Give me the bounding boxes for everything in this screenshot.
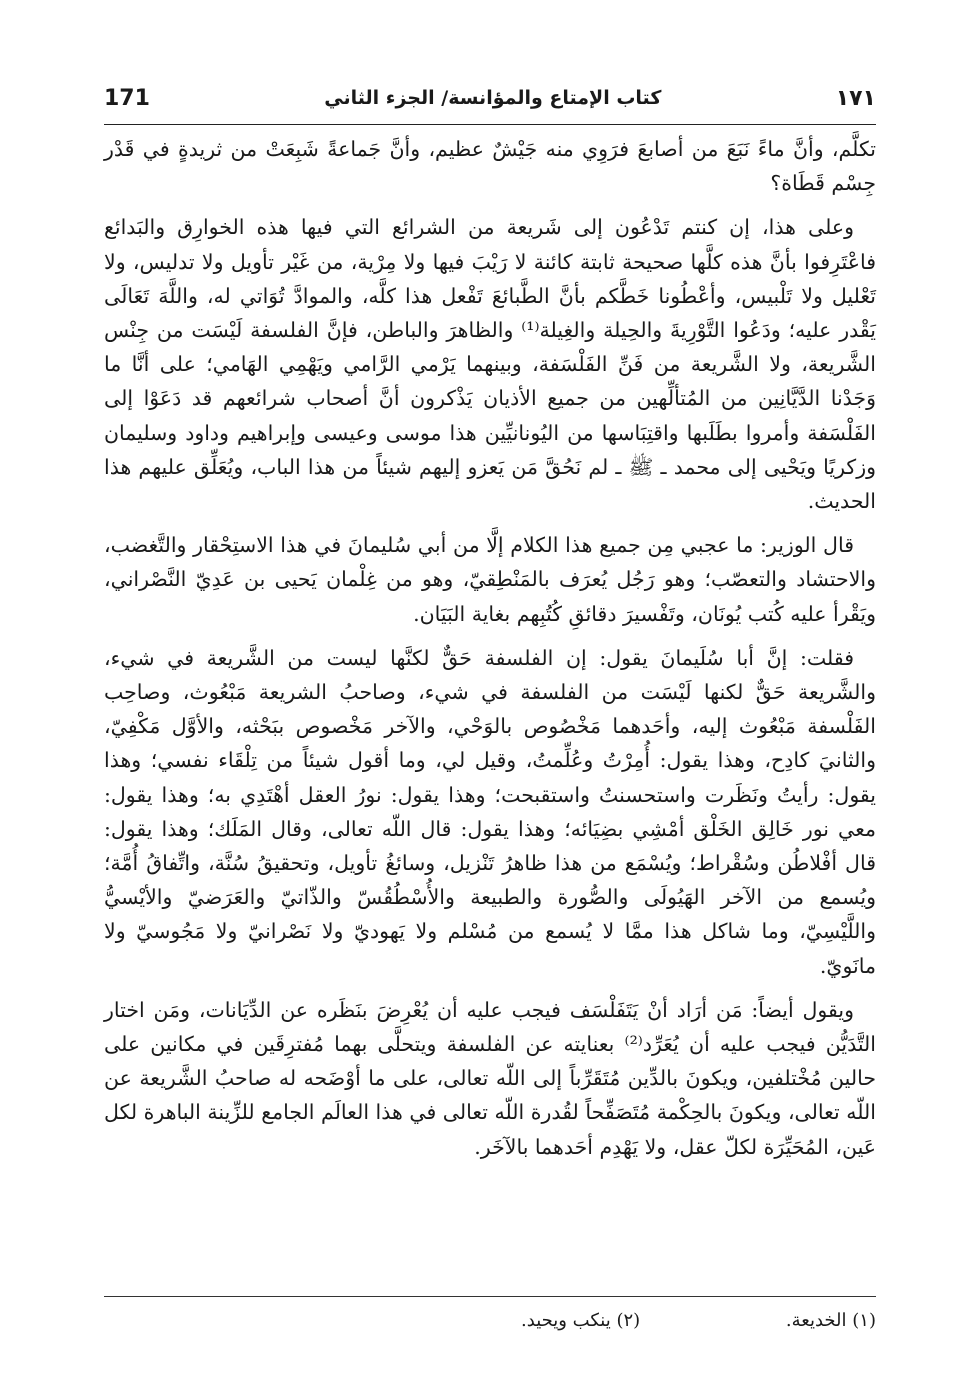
page-header <box>104 78 876 118</box>
page-number-western: 171 <box>104 85 150 111</box>
paragraph: قال الوزير: ما عجبي مِن جميع هذا الكلام إلَّا من أبي سُليمانَ في هذا الاستِحْقار والتَّغضب، والاحتشاد والتعصّب؛ وهو رَجُل يُعرَف بالمَنْطِقيّ، وهو من غِلْمان يَحيى بن عَدِيّ النَّصْراني، ويَقْرأ عليه كُتب يُونَان، وتَفْسيرَ دقائقِ كُتُبِهم بغاية البَيَان. <box>104 533 876 626</box>
footnote-2: (٢) ينكب ويحيد. <box>521 1310 641 1331</box>
paragraph: تكلَّم، وأنَّ ماءً نَبَعَ من أصابعَ فرَوِي منه جَيْشٌ عظيم، وأنَّ جَماعةً شَبِعَتْ من ثريدةٍ في قَدْر جِسْم قَطَاة؟ <box>104 137 876 196</box>
paragraph: فقلت: إنَّ أبا سُلَيمانَ يقول: إن الفلسفة حَقٌّ لكنَّها ليست من الشَّريعة في شيء، والشَّريعة حَقٌّ لكنها لَيْسَت من الفلسفة في شيء، وصاحبُ الشريعة مَبْعُوث، وصاحِب الفَلْسفة مَبْعُوث إليه، وأحَدهما مَخْصُوص بالوَحْي، والآخر مَخْصوص ببَحْثه، والأوَّل مَكْفِيّ، والثانيَ كادِح، وهذا يقول: أُمِرْتُ وعُلِّمتُ، وقيل لي، وما أقول شيئاً من تِلْقَاء نفسي؛ وهذا يقول: رأيتُ ونَظَرت واستحسنتُ واستقبحت؛ وهذا يقول: نورُ العقل أهْتَدِي به؛ وهذا يقول: معي نور خَالِق الخَلْق أمْشِي بضِيَائه؛ وهذا يقول: قال اللّه تعالى، وقال المَلَك؛ وهذا يقول: قال أفْلاطُن وسُقْراط؛ ويُسْمَع من هذا ظاهرُ تَنْزيل، وسائغُ تأويل، وتحقيقُ سُنَّة، واتِّفاقُ أُمَّة؛ ويُسمع من الآخر الهَيُولَى والصُّورة والطبيعة والأُسْطُقُسّ والذّاتيّ والعَرَضيّ والأيْسيُّ واللَّيْسِيّ، وما شاكل هذا ممَّا لا يُسمع من مُسْلم ولا يَهوديّ ولا نَصْرانيّ ولا مَجُوسيّ ولا مانَويّ. <box>104 645 877 978</box>
header-divider <box>104 124 876 125</box>
main-text <box>104 132 876 1174</box>
paragraph: وعلى هذا، إن كنتم تَدْعُون إلى شَريعة من الشرائع التي فيها هذه الخوارِق والبَدائع فاعْتَرِفوا بأنَّ هذه كلَّها صحيحة ثابتة كائنة لا رَيْبَ فيها ولا مِرْية، من غَيْر تأويل ولا تدليس، ولا تَعْليل ولا تَلْبيس، وأعْطُونا خَطَّكم بأنَّ الطَّبائعَ تَفْعل هذا كلَّه، والموادَّ تُوَاتي له، واللَّهَ تَعَالَى يَقْدر عليه؛ ودَعُوا التَّوْرِيةَ والحِيلة والغِيلة⁽¹⁾ والظاهرَ والباطن، فإنَّ الفلسفة لَيْسَت من جِنْس الشَّريعة، ولا الشَّريعة من فَنِّ الفَلْسَفة، وبينهما يَرْمي الرَّامي ويَهْمِي الهَامي؛ على أنَّا ما وَجَدْنا الدَّيَّانِين من المُتألِّهين من جميع الأذيان يَذْكرون أنَّ أصحاب شرائعهم قد دَعَوْا إلى الفَلْسَفة وأمروا بطَلَبها واقتِبَاسها من اليُونانيِّين هذا موسى وعيسى وإبراهيم وداود وسليمان وزكريًا ويَحْيى إلى محمد ـ ﷺ ـ لم نَحُقَّ مَن يَعزو إليهم شيئاً من هذا الباب، ويُعَلِّق عليهم هذا الحديث. <box>104 215 876 514</box>
running-title: كتاب الإمتاع والمؤانسة/ الجزء الثاني <box>324 87 662 109</box>
footnotes <box>104 1306 876 1336</box>
footnote-1: (١) الخديعة. <box>785 1310 876 1331</box>
paragraph: ويقول أيضاً: مَن أرَاد أنْ يَتَفَلْسَف فيجب عليه أن يُعْرِضَ بنَظَره عن الدِّيَانات، ومَن اختار التَّدَيُّن فيجب عليه أن يُعَرِّد⁽²⁾ بعنايته عن الفلسفة ويتحلَّى بهما مُفترِقَين في مكانين على حالين مُخْتلفين، ويكونَ بالدِّين مُتَقَرِّباً إلى اللّه تعالى، على ما أوْضَحه له صاحبُ الشَّريعة عن اللّه تعالى، ويكونَ بالحِكْمة مُتَصَفِّحاً لقُدرة اللّه تعالى في هذا العالَم الجامع للزِّينة الباهرة لكل عَين، المُحَيِّرَة لكلّ عقل، ولا يَهْدِم أحَدهما بالآخَر. <box>104 997 876 1159</box>
page-number-arabic: ١٧١ <box>835 85 876 111</box>
footnote-divider <box>104 1296 876 1297</box>
